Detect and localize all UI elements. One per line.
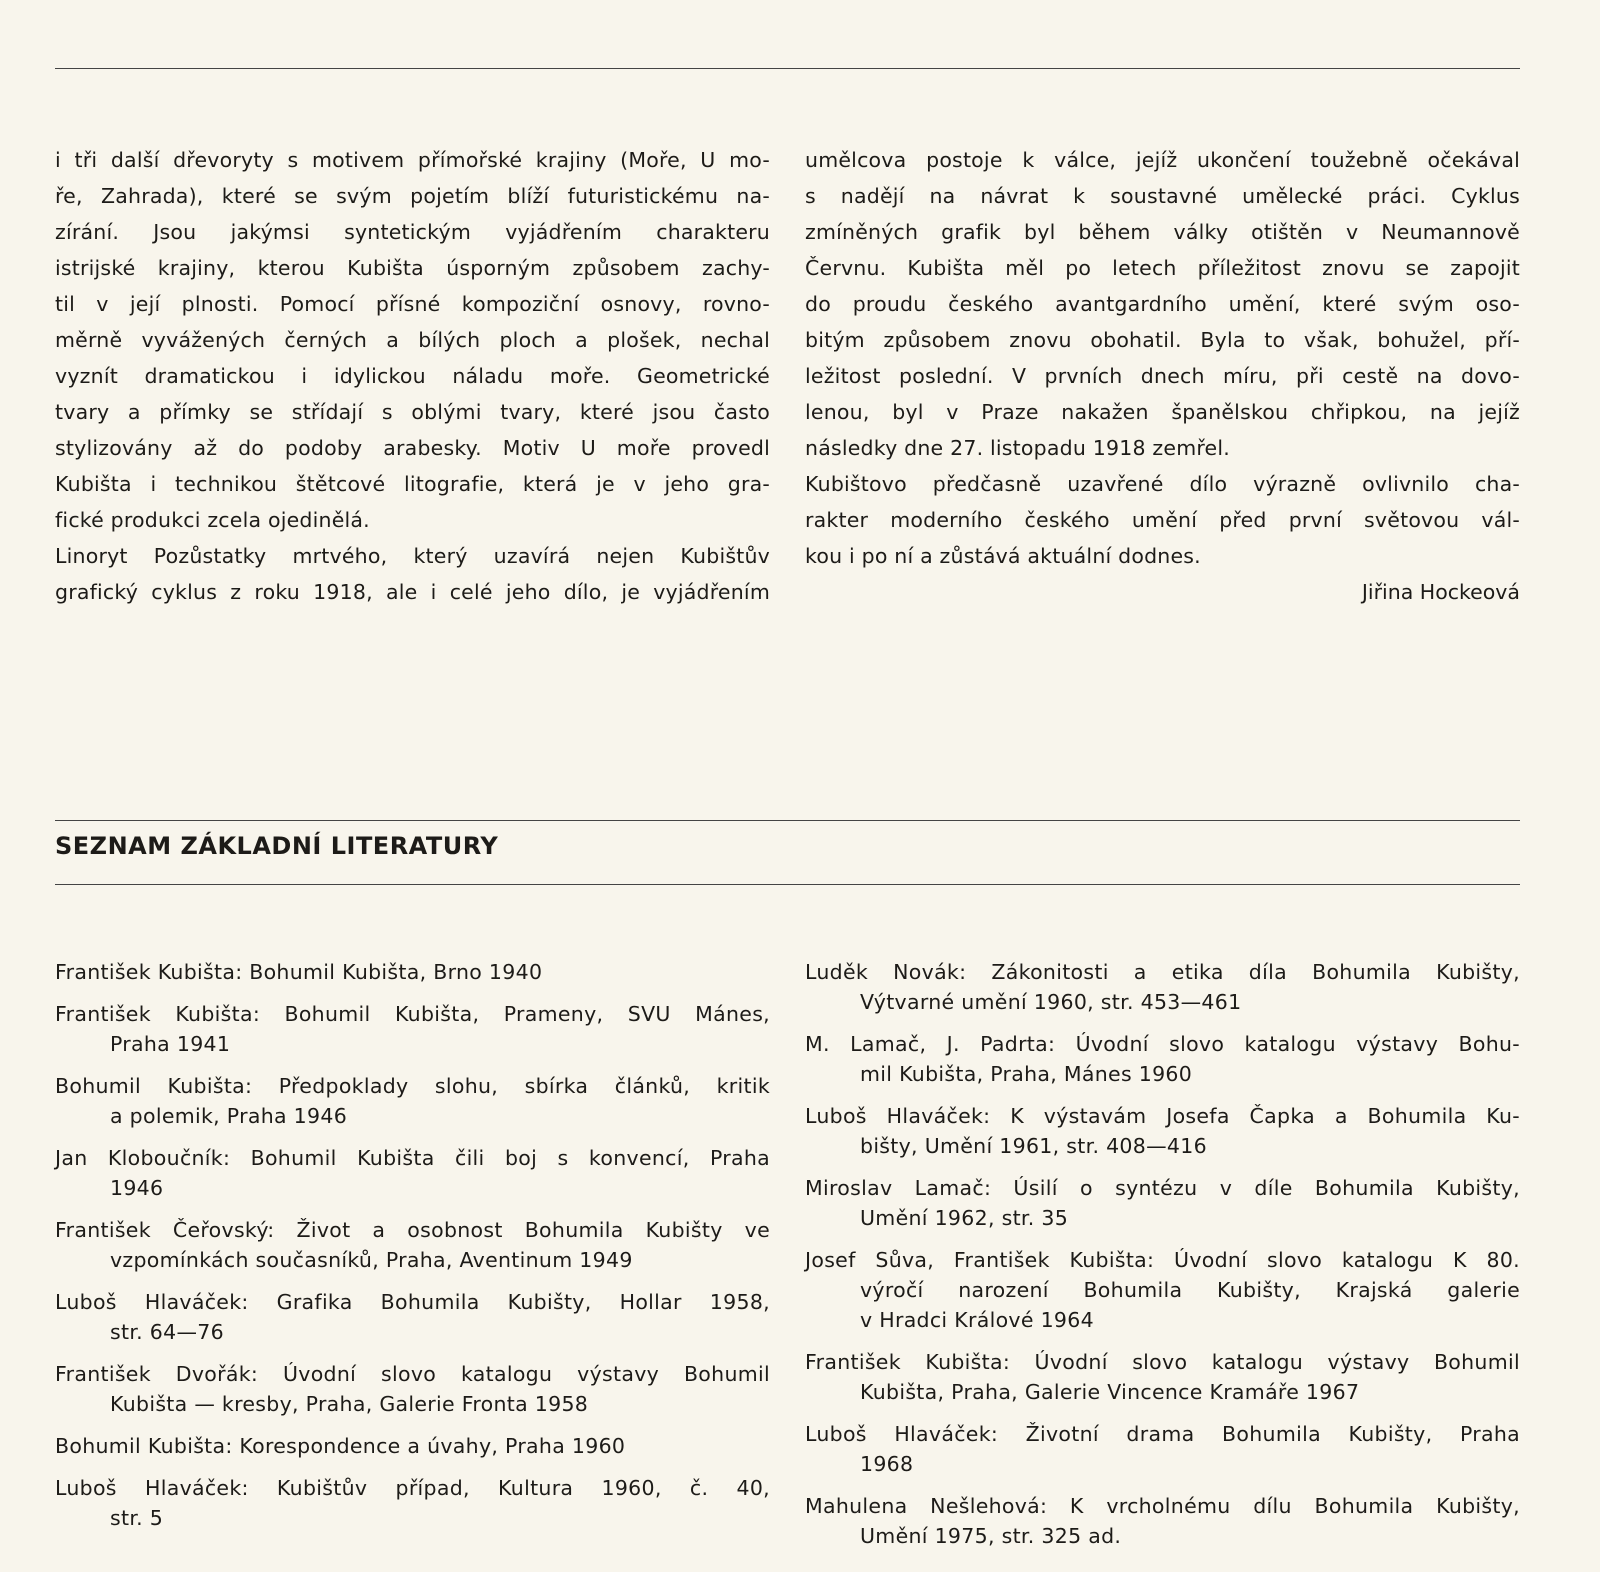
bibliography-entry (55, 1143, 770, 1203)
entry-line: František Kubišta: Bohumil Kubišta, Brno 1940 (55, 960, 543, 984)
text-line: Kubištovo předčasně uzavřené dílo výrazně ovlivnilo cha- (805, 472, 1520, 496)
entry-line: František Čeřovský: Život a osobnost Bohumila Kubišty ve (55, 1218, 770, 1242)
entry-line: Luboš Hlaváček: Kubištův případ, Kultura 1960, č. 40, (55, 1476, 770, 1500)
bibliography-entry (55, 1431, 770, 1461)
entry-line: a polemik, Praha 1946 (110, 1104, 348, 1128)
bibliography-entry (805, 1245, 1520, 1335)
text-line: fické produkci zcela ojedinělá. (55, 508, 370, 532)
entry-line: Umění 1975, str. 325 ad. (860, 1524, 1122, 1548)
entry-line: Mahulena Nešlehová: K vrcholnému dílu Bohumila Kubišty, (805, 1494, 1520, 1518)
text-line: zírání. Jsou jakýmsi syntetickým vyjádřením charakteru (55, 220, 770, 244)
text-line: ležitost poslední. V prvních dnech míru, při cestě na dovo- (805, 364, 1520, 388)
bibliography-entry (805, 1419, 1520, 1479)
top-rule (55, 68, 1520, 69)
bibliography-entry (55, 1071, 770, 1131)
paragraph (805, 142, 1520, 466)
text-line: Červnu. Kubišta měl po letech příležitost znovu se zapojit (805, 256, 1520, 280)
text-line: grafický cyklus z roku 1918, ale i celé jeho dílo, je vyjádřením (55, 580, 770, 604)
entry-line: František Kubišta: Bohumil Kubišta, Prameny, SVU Mánes, (55, 1002, 770, 1026)
text-line: následky dne 27. listopadu 1918 zemřel. (805, 436, 1230, 460)
entry-line: Josef Sůva, František Kubišta: Úvodní slovo katalogu K 80. (805, 1248, 1520, 1272)
entry-line: Luboš Hlaváček: Životní drama Bohumila Kubišty, Praha (805, 1422, 1520, 1446)
bibliography-entry (805, 1101, 1520, 1161)
entry-line: bišty, Umění 1961, str. 408—416 (860, 1134, 1207, 1158)
text-line: kou i po ní a zůstává aktuální dodnes. (805, 544, 1201, 568)
text-line: lenou, byl v Praze nakažen španělskou chřipkou, na jejíž (805, 400, 1520, 424)
bibliography-heading: SEZNAM ZÁKLADNÍ LITERATURY (55, 832, 499, 860)
entry-line: Praha 1941 (110, 1032, 231, 1056)
text-line: Kubišta i technikou štětcové litografie, která je v jeho gra- (55, 472, 770, 496)
bibliography-entry (805, 1347, 1520, 1407)
text-line: zmíněných grafik byl během války otištěn v Neumannově (805, 220, 1520, 244)
entry-line: Bohumil Kubišta: Předpoklady slohu, sbírka článků, kritik (55, 1074, 770, 1098)
text-line: tvary a přímky se střídají s oblými tvary, které jsou často (55, 400, 770, 424)
bibliography-entry (55, 1473, 770, 1533)
bibliography-entry (55, 999, 770, 1059)
paragraph (55, 142, 770, 538)
bibliography-entry (805, 1029, 1520, 1089)
entry-line: str. 64—76 (110, 1320, 224, 1344)
entry-line: František Dvořák: Úvodní slovo katalogu výstavy Bohumil (55, 1362, 770, 1386)
entry-line: Jan Kloboučník: Bohumil Kubišta čili boj s konvencí, Praha (55, 1146, 770, 1170)
entry-line: František Kubišta: Úvodní slovo katalogu výstavy Bohumil (805, 1350, 1520, 1374)
entry-line: vzpomínkách současníků, Praha, Aventinum 1949 (110, 1248, 633, 1272)
bibliography-entry (55, 1215, 770, 1275)
section-rule-bottom (55, 884, 1520, 885)
entry-line: Luboš Hlaváček: K výstavám Josefa Čapka a Bohumila Ku- (805, 1104, 1520, 1128)
entry-line: výročí narození Bohumila Kubišty, Krajská galerie (860, 1278, 1520, 1302)
entry-line: Luděk Novák: Zákonitosti a etika díla Bohumila Kubišty, (805, 960, 1520, 984)
bibliography-entry (805, 1491, 1520, 1551)
text-line: do proudu českého avantgardního umění, které svým oso- (805, 292, 1520, 316)
bibliography-right-column (805, 957, 1520, 1563)
entry-line: v Hradci Králové 1964 (860, 1308, 1094, 1332)
author-signature: Jiřina Hockeová (1361, 580, 1520, 604)
entry-line: Miroslav Lamač: Úsilí o syntézu v díle Bohumila Kubišty, (805, 1176, 1520, 1200)
entry-line: 1968 (860, 1452, 914, 1476)
text-line: umělcova postoje k válce, jejíž ukončení toužebně očekával (805, 148, 1520, 172)
text-line: i tři další dřevoryty s motivem přímořské krajiny (Moře, U mo- (55, 148, 770, 172)
entry-line: Kubišta — kresby, Praha, Galerie Fronta 1958 (110, 1392, 589, 1416)
bibliography-entry (55, 957, 770, 987)
bibliography-entry (805, 957, 1520, 1017)
entry-line: Umění 1962, str. 35 (860, 1206, 1069, 1230)
section-rule-top (55, 820, 1520, 821)
text-line: stylizovány až do podoby arabesky. Motiv U moře provedl (55, 436, 770, 460)
text-line: til v její plnosti. Pomocí přísné kompoziční osnovy, rovno- (55, 292, 770, 316)
text-line: Linoryt Pozůstatky mrtvého, který uzavírá nejen Kubištův (55, 544, 770, 568)
article-right-column (805, 142, 1520, 610)
bibliography-entry (55, 1359, 770, 1419)
paragraph (805, 466, 1520, 574)
text-line: měrně vyvážených černých a bílých ploch a plošek, nechal (55, 328, 770, 352)
entry-line: 1946 (110, 1176, 164, 1200)
text-line: s nadějí na návrat k soustavné umělecké práci. Cyklus (805, 184, 1520, 208)
article-left-column (55, 142, 770, 610)
entry-line: Výtvarné umění 1960, str. 453—461 (860, 990, 1242, 1014)
bibliography-entry (55, 1287, 770, 1347)
entry-line: Bohumil Kubišta: Korespondence a úvahy, Praha 1960 (55, 1434, 626, 1458)
entry-line: str. 5 (110, 1506, 164, 1530)
text-line: rakter moderního českého umění před první světovou vál- (805, 508, 1520, 532)
paragraph (55, 538, 770, 610)
text-line: bitým způsobem znovu obohatil. Byla to však, bohužel, pří- (805, 328, 1520, 352)
entry-line: mil Kubišta, Praha, Mánes 1960 (860, 1062, 1193, 1086)
text-line: istrijské krajiny, kterou Kubišta úsporným způsobem zachy- (55, 256, 770, 280)
entry-line: M. Lamač, J. Padrta: Úvodní slovo katalogu výstavy Bohu- (805, 1032, 1520, 1056)
entry-line: Kubišta, Praha, Galerie Vincence Kramáře 1967 (860, 1380, 1360, 1404)
text-line: ře, Zahrada), které se svým pojetím blíží futuristickému na- (55, 184, 770, 208)
bibliography-left-column (55, 957, 770, 1545)
bibliography-entry (805, 1173, 1520, 1233)
text-line: vyznít dramatickou i idylickou náladu moře. Geometrické (55, 364, 770, 388)
entry-line: Luboš Hlaváček: Grafika Bohumila Kubišty, Hollar 1958, (55, 1290, 770, 1314)
